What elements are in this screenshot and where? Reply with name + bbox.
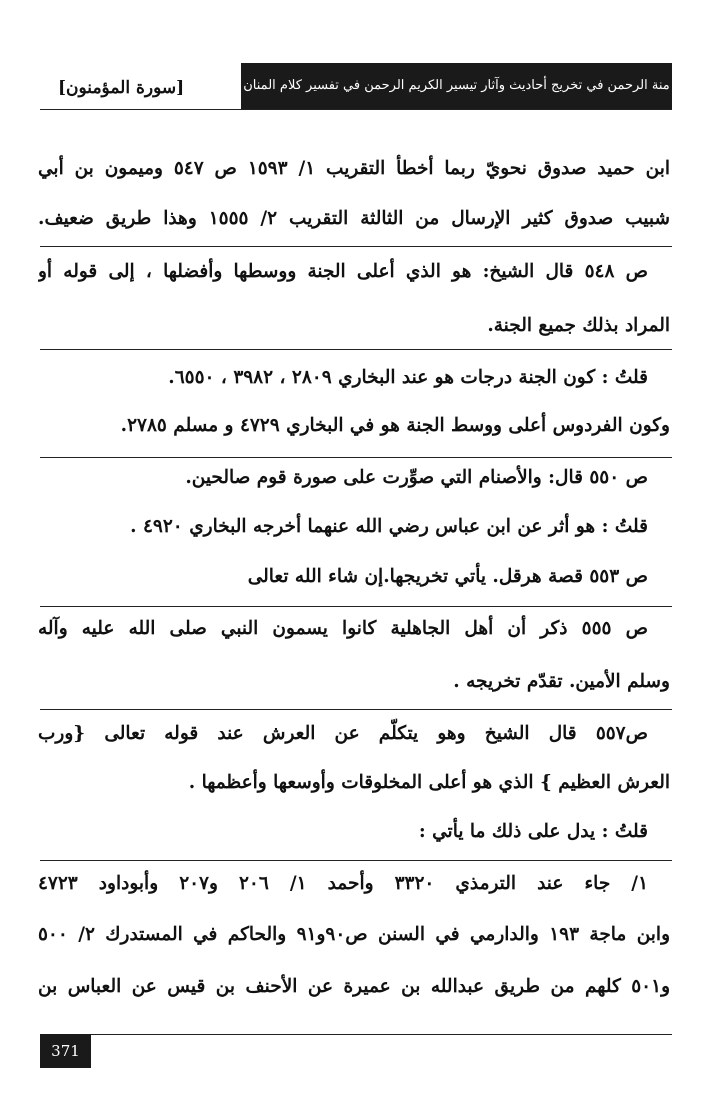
body-line: ص ٥٥٥ ذكر أن أهل الجاهلية كانوا يسمون النبي صلى الله عليه وآله — [38, 618, 648, 639]
separator-rule — [40, 457, 672, 458]
body-line: العرش العظيم } الذي هو أعلى المخلوقات وأوسعها وأعظمها . — [188, 772, 670, 793]
body-line: قلتُ : كون الجنة درجات هو عند البخاري ٢٨٠٩ ، ٣٩٨٢ ، ٦٥٥٠. — [168, 367, 648, 388]
body-line: المراد بذلك جميع الجنة. — [487, 315, 670, 336]
surah-label: [سورة المؤمنون] — [58, 78, 185, 98]
body-line: وكون الفردوس أعلى ووسط الجنة هو في البخاري ٤٧٢٩ و مسلم ٢٧٨٥. — [120, 415, 670, 436]
running-header — [40, 63, 672, 110]
body-line: ابن حميد صدوق نحويّ ربما أخطأ التقريب ١/ ١٥٩٣ ص ٥٤٧ وميمون بن أبي — [38, 158, 670, 179]
footer-rule — [40, 1034, 672, 1035]
separator-rule — [40, 246, 672, 247]
body-line: وابن ماجة ١٩٣ والدارمي في السنن ص٩٠و٩١ والحاكم في المستدرك ٢/ ٥٠٠ — [38, 924, 670, 945]
separator-rule — [40, 860, 672, 861]
body-line: ص ٥٤٨ قال الشيخ: هو الذي أعلى الجنة ووسطها وأفضلها ، إلى قوله أو — [38, 261, 648, 282]
body-line: وسلم الأمين. تقدّم تخريجه . — [453, 671, 670, 692]
separator-rule — [40, 349, 672, 350]
body-line: شبيب صدوق كثير الإرسال من الثالثة التقريب ٢/ ١٥٥٥ وهذا طريق ضعيف. — [38, 208, 670, 229]
separator-rule — [40, 709, 672, 710]
separator-rule — [40, 606, 672, 607]
body-line: و٥٠١ كلهم من طريق عبدالله بن عميرة عن الأحنف بن قيس عن العباس بن — [38, 976, 670, 997]
body-line: ١/ جاء عند الترمذي ٣٣٢٠ وأحمد ١/ ٢٠٦ و٢٠٧ وأبوداود ٤٧٢٣ — [38, 873, 648, 894]
body-line: ص٥٥٧ قال الشيخ وهو يتكلّم عن العرش عند قوله تعالى {ورب — [38, 723, 648, 744]
body-line: ص ٥٥٣ قصة هرقل. يأتي تخريجها.إن شاء الله تعالى — [247, 566, 648, 587]
page-number: 371 — [40, 1034, 91, 1068]
body-line: قلتُ : يدل على ذلك ما يأتي : — [418, 821, 648, 842]
body-line: ص ٥٥٠ قال: والأصنام التي صوِّرت على صورة قوم صالحين. — [185, 467, 648, 488]
body-line: قلتُ : هو أثر عن ابن عباس رضي الله عنهما أخرجه البخاري ٤٩٢٠ . — [130, 516, 648, 537]
book-title: منة الرحمن في تخريج أحاديث وآثار تيسير الكريم الرحمن في تفسير كلام المنان — [241, 63, 672, 109]
